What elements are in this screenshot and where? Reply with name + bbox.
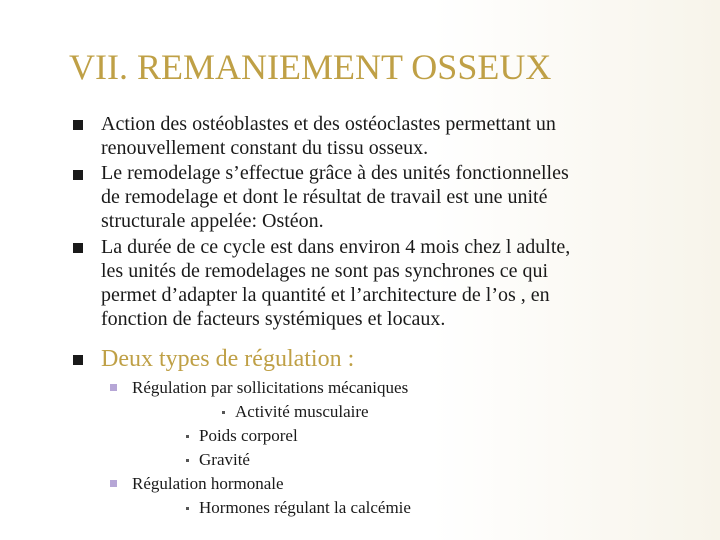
sub-sub-bullet-dot: [222, 411, 225, 414]
item-hormones-calcemie: Hormones régulant la calcémie: [199, 498, 411, 517]
slide-title: VII. REMANIEMENT OSSEUX: [69, 47, 552, 87]
sub-bullet-marker: [110, 480, 117, 487]
bullet-3-line-1: La durée de ce cycle est dans environ 4 mois chez l adulte,: [101, 236, 571, 258]
bullet-3-line-4: fonction de facteurs systémiques et locaux.: [101, 308, 446, 330]
regulation-heading: Deux types de régulation :: [101, 346, 355, 372]
item-poids-corporel: Poids corporel: [199, 426, 298, 445]
bullet-2-line-1: Le remodelage s’effectue grâce à des unités fonctionnelles: [101, 162, 569, 184]
bullet-marker: [73, 170, 83, 180]
bullet-marker: [73, 243, 83, 253]
bullet-3-line-2: les unités de remodelages ne sont pas synchrones ce qui: [101, 260, 549, 282]
sub-sub-bullet-dot: [186, 459, 189, 462]
bullet-3-line-3: permet d’adapter la quantité et l’architecture de l’os , en: [101, 284, 550, 306]
sub-sub-bullet-dot: [186, 507, 189, 510]
sub-bullet-marker: [110, 384, 117, 391]
bullet-marker: [73, 120, 83, 130]
mechanical-regulation-label: Régulation par sollicitations mécaniques: [132, 378, 409, 397]
bullet-2-line-2: de remodelage et dont le résultat de travail est une unité: [101, 186, 548, 208]
bullet-1-line-2: renouvellement constant du tissu osseux.: [101, 137, 429, 159]
sub-sub-bullet-dot: [186, 435, 189, 438]
hormonal-regulation-label: Régulation hormonale: [132, 474, 284, 493]
item-gravite: Gravité: [199, 450, 250, 469]
bullet-1-line-1: Action des ostéoblastes et des ostéoclastes permettant un: [101, 113, 556, 135]
item-activite-musculaire: Activité musculaire: [235, 402, 369, 421]
bullet-2-line-3: structurale appelée: Ostéon.: [101, 210, 324, 232]
bullet-marker: [73, 355, 83, 365]
